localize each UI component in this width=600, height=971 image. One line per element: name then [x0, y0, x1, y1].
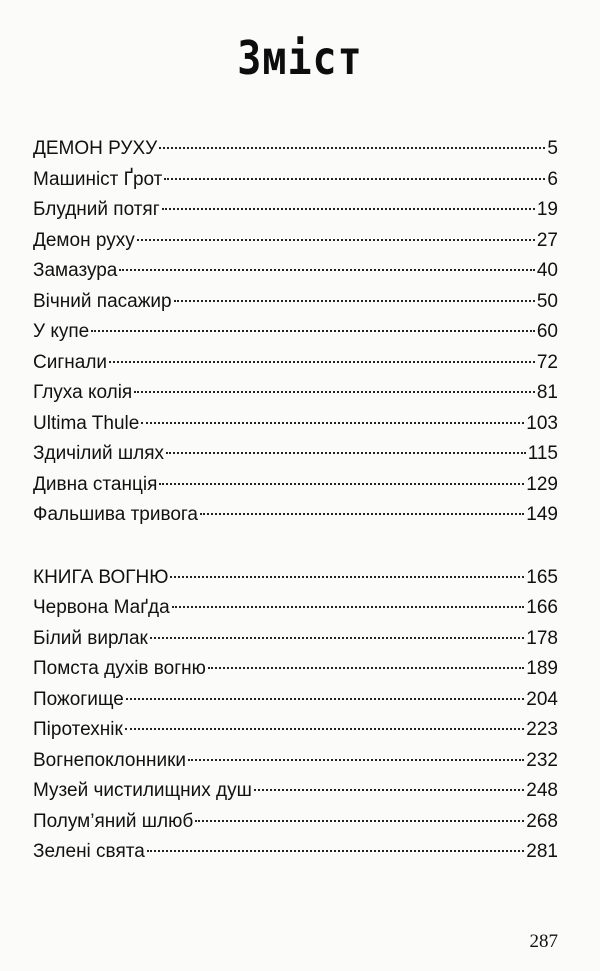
toc-entry — [33, 470, 558, 501]
page-number: 287 — [529, 931, 558, 952]
toc-entry — [33, 348, 558, 379]
dot-leader — [141, 422, 524, 424]
toc-entry — [33, 165, 558, 196]
toc-entry — [33, 746, 558, 777]
dot-leader — [126, 698, 524, 700]
toc-entry-page: 115 — [527, 443, 558, 464]
dot-leader — [134, 391, 535, 393]
toc-entry — [33, 378, 558, 409]
toc-entry — [33, 287, 558, 318]
toc-entry-label: Помста духів вогню — [33, 658, 206, 679]
dot-leader — [174, 300, 535, 302]
dot-leader — [195, 820, 524, 822]
toc-entry — [33, 439, 558, 470]
toc-entry-label: Дивна станція — [33, 473, 158, 495]
toc-entry-page: 19 — [536, 199, 558, 220]
toc-entry-label: Музей чистилищних душ — [33, 780, 252, 801]
toc-section — [33, 134, 558, 531]
toc-entry-label: Зелені свята — [33, 841, 145, 862]
dot-leader — [159, 147, 545, 149]
dot-leader — [254, 789, 524, 791]
dot-leader — [170, 576, 524, 578]
toc-section — [33, 563, 558, 868]
dot-leader — [188, 759, 524, 761]
dot-leader — [150, 637, 524, 639]
toc-entry-page: 281 — [526, 841, 558, 862]
toc-entry — [33, 837, 558, 868]
toc-entry — [33, 500, 558, 531]
toc-entry-label: Машиніст Ґрот — [33, 168, 163, 190]
toc-entry-page: 204 — [526, 688, 558, 710]
toc-entry — [33, 317, 558, 348]
dot-leader — [159, 483, 524, 485]
toc-entry-page: 189 — [526, 658, 558, 679]
toc-entry-page: 103 — [526, 412, 558, 434]
dot-leader — [172, 606, 525, 608]
toc-entry-page: 178 — [526, 627, 558, 649]
toc-entry-label: Білий вирлак — [33, 627, 148, 649]
dot-leader — [166, 452, 526, 454]
toc-entry-label: КНИГА ВОГНЮ — [33, 566, 169, 588]
toc-entry-label: Блудний потяг — [33, 199, 160, 220]
toc-entry — [33, 256, 558, 287]
toc-entry-page: 248 — [526, 780, 558, 801]
dot-leader — [200, 513, 524, 515]
toc-entry — [33, 563, 558, 594]
toc-entry-label: Здичілий шлях — [33, 443, 165, 464]
dot-leader — [147, 850, 525, 852]
toc-entry-label: Сигнали — [33, 351, 108, 373]
toc-entry-label: Фальшива тривога — [33, 504, 198, 525]
toc-entry-page: 72 — [536, 351, 558, 373]
toc-entry-label: Ultima Thule — [33, 412, 140, 434]
toc-entry-page: 166 — [526, 597, 558, 618]
dot-leader — [208, 667, 524, 669]
toc-entry-page: 6 — [547, 168, 558, 190]
toc-entry — [33, 593, 558, 624]
dot-leader — [119, 269, 534, 271]
toc-entry-page: 5 — [547, 138, 558, 159]
table-of-contents — [33, 134, 558, 868]
toc-entry-label: Піротехнік — [33, 719, 123, 740]
toc-entry — [33, 134, 558, 165]
toc-entry-label: Демон руху — [33, 229, 135, 251]
toc-entry-label: Глуха колія — [33, 382, 133, 403]
toc-entry — [33, 654, 558, 685]
toc-entry — [33, 195, 558, 226]
toc-entry-label: Вічний пасажир — [33, 290, 172, 312]
toc-entry-page: 50 — [536, 290, 558, 312]
toc-entry-page: 232 — [526, 749, 558, 771]
toc-entry-page: 60 — [536, 321, 558, 342]
toc-entry — [33, 776, 558, 807]
toc-entry-page: 268 — [526, 810, 558, 832]
toc-entry-page: 27 — [536, 229, 558, 251]
toc-title: Зміст — [237, 32, 363, 86]
toc-entry-page: 81 — [536, 382, 558, 403]
toc-entry-page: 149 — [526, 504, 558, 525]
toc-entry-label: Замазура — [33, 260, 118, 281]
toc-entry-label: Полум’яний шлюб — [33, 810, 194, 832]
toc-entry — [33, 715, 558, 746]
toc-entry-label: ДЕМОН РУХУ — [33, 138, 158, 159]
toc-entry-page: 40 — [536, 260, 558, 281]
toc-entry-page: 223 — [526, 719, 558, 740]
toc-entry-label: У купе — [33, 321, 90, 342]
toc-entry-label: Червона Маґда — [33, 597, 170, 618]
toc-entry — [33, 226, 558, 257]
dot-leader — [164, 178, 545, 180]
toc-entry-page: 129 — [526, 473, 558, 495]
dot-leader — [109, 361, 535, 363]
toc-entry-label: Вогнепоклонники — [33, 749, 187, 771]
toc-entry — [33, 624, 558, 655]
dot-leader — [162, 208, 535, 210]
dot-leader — [91, 330, 535, 332]
toc-entry — [33, 685, 558, 716]
toc-entry — [33, 409, 558, 440]
toc-entry-page: 165 — [526, 566, 558, 588]
toc-entry — [33, 807, 558, 838]
dot-leader — [125, 728, 525, 730]
toc-entry-label: Пожогище — [33, 688, 124, 710]
dot-leader — [137, 239, 535, 241]
